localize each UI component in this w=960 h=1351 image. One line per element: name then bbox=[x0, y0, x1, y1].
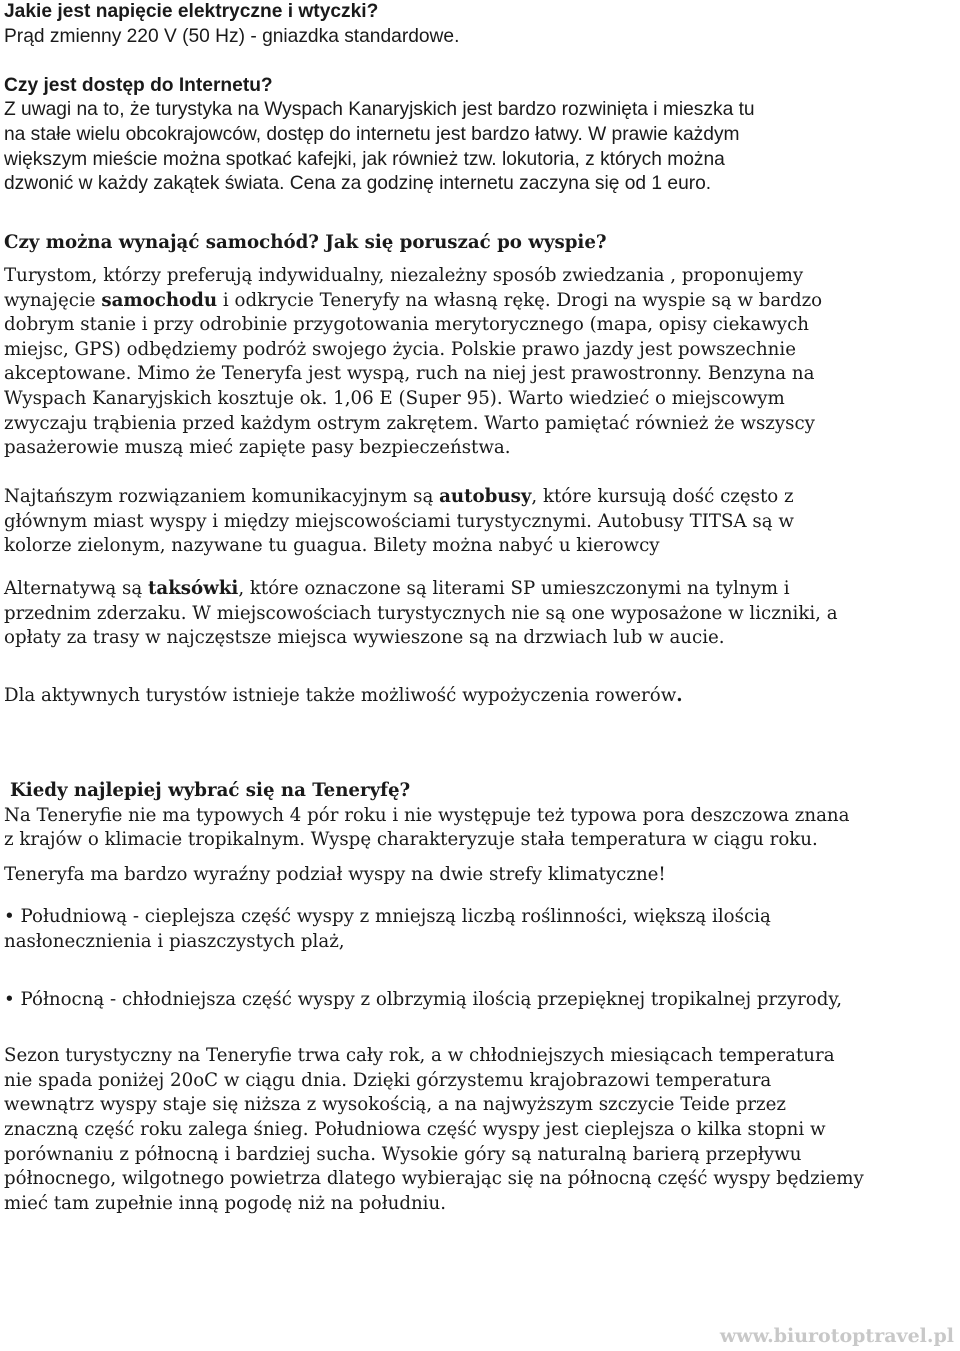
paragraph-line: pasażerowie muszą mieć zapięte pasy bezpieczeństwa. bbox=[4, 437, 511, 459]
heading-electricity: Jakie jest napięcie elektryczne i wtyczki? bbox=[4, 1, 379, 22]
paragraph-line: Z uwagi na to, że turystyka na Wyspach Kanaryjskich jest bardzo rozwinięta i mieszka tu bbox=[4, 99, 755, 121]
section-internet bbox=[4, 74, 954, 197]
paragraph-line: Alternatywą są taksówki, które oznaczone są literami SP umieszczonymi na tylnym i bbox=[4, 578, 790, 600]
paragraph-line: dzwonić w każdy zakątek świata. Cena za godzinę internetu zaczyna się od 1 euro. bbox=[4, 173, 712, 195]
paragraph-line: Na Teneryfie nie ma typowych 4 pór roku i nie występuje też typowa pora deszczowa znana bbox=[4, 804, 850, 826]
paragraph-car bbox=[4, 264, 954, 461]
paragraph-line: przednim zderzaku. W miejscowościach turystycznych nie są one wyposażone w liczniki, a bbox=[4, 602, 838, 624]
paragraph-zones: Teneryfa ma bardzo wyraźny podział wyspy na dwie strefy klimatyczne! bbox=[4, 863, 666, 885]
paragraph-line: Wyspach Kanaryjskich kosztuje ok. 1,06 E (Super 95). Warto wiedzieć o miejscowym bbox=[4, 387, 785, 409]
paragraph-line: kolorze zielonym, nazywane tu guagua. Bilety można nabyć u kierowcy bbox=[4, 535, 660, 557]
paragraph-line: wynajęcie samochodu i odkrycie Teneryfy na własną rękę. Drogi na wyspie są w bardzo bbox=[4, 289, 823, 311]
bold-taksowki: taksówki bbox=[148, 578, 239, 600]
paragraph-line: na stałe wielu obcokrajowców, dostęp do internetu jest bardzo łatwy. W prawie każdym bbox=[4, 123, 740, 145]
paragraph-line: miejsc, GPS) odbędziemy podróż swojego życia. Polskie prawo jazdy jest powszechnie bbox=[4, 338, 796, 360]
paragraph-line: akceptowane. Mimo że Teneryfa jest wyspą, ruch na niej jest prawostronny. Benzyna na bbox=[4, 363, 815, 385]
paragraph-line: z krajów o klimacie tropikalnym. Wyspę charakteryzuje stała temperatura w ciągu roku. bbox=[4, 829, 818, 851]
section-climate bbox=[4, 779, 954, 1216]
paragraph-line: mieć tam zupełnie inną pogodę niż na południu. bbox=[4, 1192, 446, 1214]
paragraph-line: nie spada poniżej 20oC w ciągu dnia. Dzięki górzystemu krajobrazowi temperatura bbox=[4, 1069, 772, 1091]
section-transport bbox=[4, 231, 954, 709]
paragraph-bikes bbox=[4, 684, 954, 709]
paragraph-line: większym mieście można spotkać kafejki, jak również tzw. lokutoria, z których można bbox=[4, 148, 725, 170]
section-electricity bbox=[4, 0, 954, 49]
bold-samochodu: samochodu bbox=[101, 289, 218, 311]
heading-internet: Czy jest dostęp do Internetu? bbox=[4, 74, 273, 96]
list-item-south-cont: nasłonecznienia i piaszczystych plaż, bbox=[4, 931, 345, 952]
paragraph-line: porównaniu z północną i bardziej sucha. Wysokie góry są naturalną barierą przepływu bbox=[4, 1143, 802, 1165]
paragraph-taxi bbox=[4, 577, 954, 651]
paragraph-line: Turystom, którzy preferują indywidualny, niezależny sposób zwiedzania , proponujemy bbox=[4, 264, 804, 286]
paragraph-line: wewnątrz wyspy staje się niższa z wysokością, a na najwyższym szczycie Teide przez bbox=[4, 1094, 786, 1116]
list-item-north: • Północną - chłodniejsza część wyspy z olbrzymią ilością przepięknej tropikalnej przyrody, bbox=[4, 988, 843, 1010]
paragraph-line: Najtańszym rozwiązaniem komunikacyjnym są autobusy, które kursują dość często z bbox=[4, 486, 794, 508]
bold-autobusy: autobusy bbox=[439, 486, 532, 508]
paragraph-line: północnego, wilgotnego powietrza dlatego wybierając się na północną część wyspy będziemy bbox=[4, 1168, 864, 1190]
paragraph-line: głównym miast wyspy i między miejscowościami turystycznymi. Autobusy TITSA są w bbox=[4, 510, 794, 532]
paragraph-bus bbox=[4, 485, 954, 559]
footer-url: www.biurotoptravel.pl bbox=[719, 1325, 954, 1347]
paragraph-line: dobrym stanie i przy odrobinie przygotowania merytorycznego (mapa, opisy ciekawych bbox=[4, 314, 809, 336]
paragraph-electricity: Prąd zmienny 220 V (50 Hz) - gniazdka standardowe. bbox=[4, 25, 460, 47]
paragraph-line: Sezon turystyczny na Teneryfie trwa cały rok, a w chłodniejszych miesiącach temperatura bbox=[4, 1045, 835, 1067]
heading-transport: Czy można wynająć samochód? Jak się poruszać po wyspie? bbox=[4, 232, 607, 254]
paragraph-line: Dla aktywnych turystów istnieje także możliwość wypożyczenia rowerów. bbox=[4, 685, 683, 707]
paragraph-line: zwyczaju trąbienia przed każdym ostrym zakrętem. Warto pamiętać również że wszyscy bbox=[4, 412, 815, 434]
document-body bbox=[4, 0, 954, 1216]
heading-climate: Kiedy najlepiej wybrać się na Teneryfę? bbox=[10, 780, 411, 802]
paragraph-line: opłaty za trasy w najczęstsze miejsca wywieszone są na drzwiach lub w aucie. bbox=[4, 627, 725, 649]
list-item-south: • Południową - cieplejsza część wyspy z mniejszą liczbą roślinności, większą ilością bbox=[4, 906, 771, 928]
paragraph-line: znaczną część roku zalega śnieg. Południowa część wyspy jest cieplejsza o kilka stopni w bbox=[4, 1118, 826, 1140]
